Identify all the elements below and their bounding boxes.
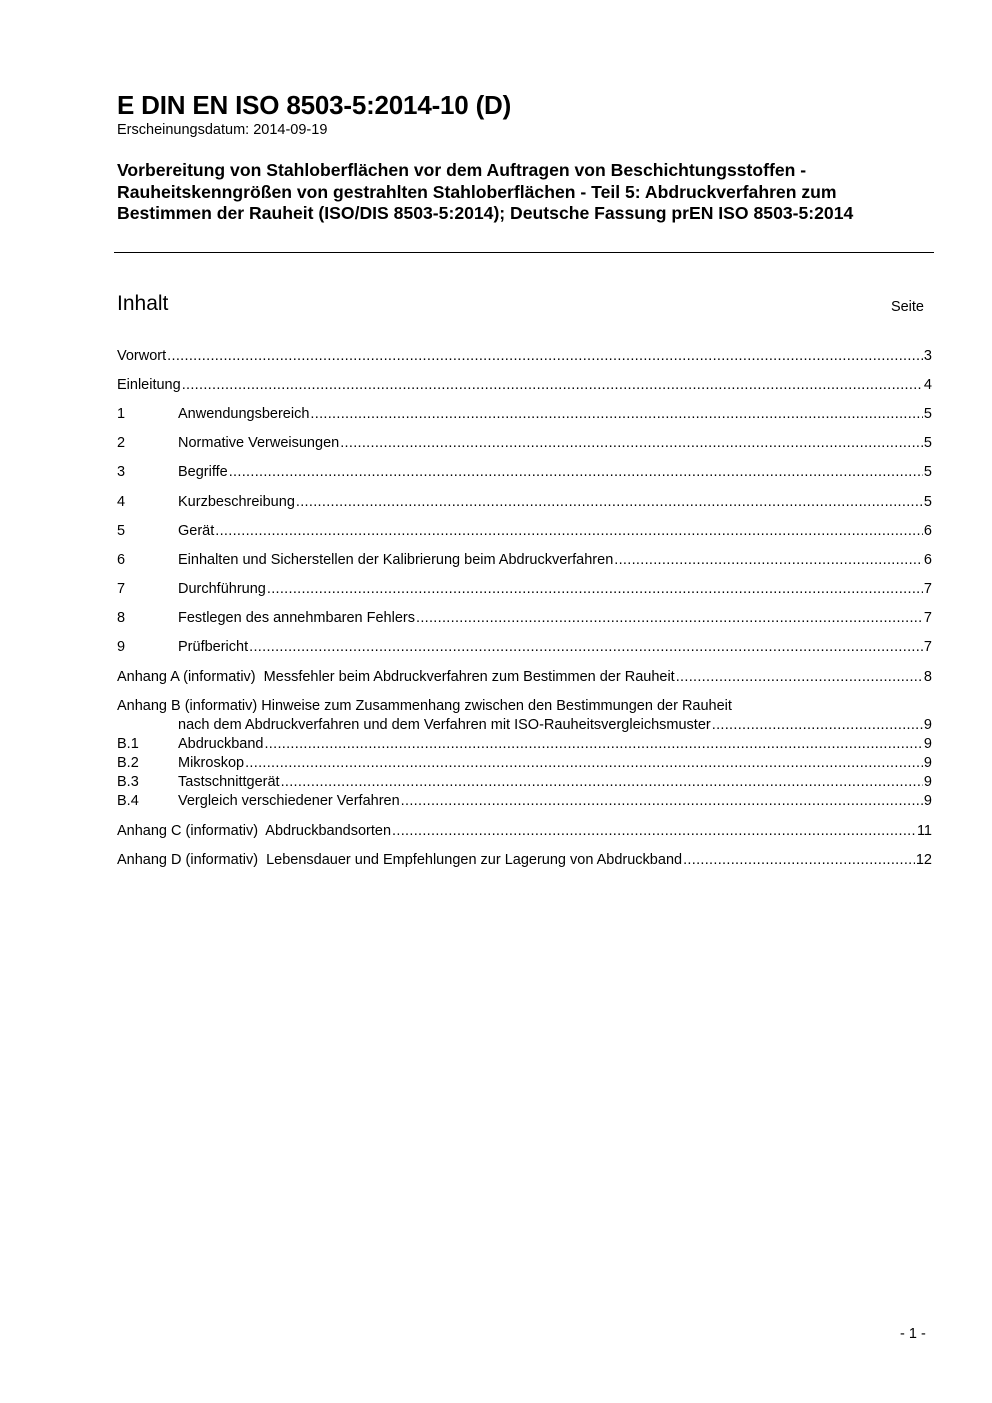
toc-entry-5[interactable]	[117, 522, 932, 541]
toc-entry-number: 3	[117, 464, 126, 480]
toc-entry-1[interactable]	[117, 405, 932, 424]
toc-entry-6[interactable]	[117, 551, 932, 570]
toc-leader	[267, 580, 923, 599]
toc-entry-text: Anhang A (informativ) Messfehler beim Abdruckverfahren zum Bestimmen der Rauheit	[117, 669, 675, 685]
toc-entry-page: 4	[923, 377, 932, 393]
toc-entry-number: 8	[117, 610, 126, 626]
toc-entry-text: nach dem Abdruckverfahren und dem Verfahren mit ISO-Rauheitsvergleichsmuster	[178, 717, 711, 733]
toc-entry-page: 6	[923, 552, 932, 568]
toc-entry-annex-a[interactable]	[117, 668, 932, 687]
toc-entry-vorwort[interactable]	[117, 347, 932, 366]
toc-leader	[245, 754, 923, 773]
toc-entry-b4[interactable]	[117, 792, 932, 811]
toc-entry-2[interactable]	[117, 434, 932, 453]
toc-entry-number: 2	[117, 435, 126, 451]
toc-entry-number: 7	[117, 581, 126, 597]
toc-entry-einleitung[interactable]	[117, 376, 932, 395]
toc-entry-page: 5	[923, 406, 932, 422]
toc-entry-page: 7	[923, 639, 932, 655]
toc-leader	[712, 716, 923, 735]
toc-entry-number: B.1	[117, 736, 139, 752]
toc-entry-text: Tastschnittgerät	[178, 774, 280, 790]
toc-entry-page: 9	[923, 755, 932, 771]
toc-entry-page: 12	[915, 852, 932, 868]
document-title: E DIN EN ISO 8503-5:2014-10 (D)	[117, 90, 512, 120]
toc-entry-text: Einhalten und Sicherstellen der Kalibrierung beim Abdruckverfahren	[178, 552, 614, 568]
toc-entry-number: 1	[117, 406, 126, 422]
toc-entry-text: Anhang C (informativ) Abdruckbandsorten	[117, 823, 392, 839]
toc-entry-page: 9	[923, 774, 932, 790]
toc-leader	[340, 434, 923, 453]
publication-date: Erscheinungsdatum: 2014-09-19	[117, 122, 328, 138]
toc-entry-text: Durchführung	[178, 581, 266, 597]
toc-entry-8[interactable]	[117, 609, 932, 628]
toc-leader	[249, 638, 923, 657]
toc-entry-page: 5	[923, 435, 932, 451]
toc-entry-text: Abdruckband	[178, 736, 264, 752]
toc-entry-page: 8	[923, 669, 932, 685]
toc-entry-number: 5	[117, 523, 126, 539]
toc-entry-3[interactable]	[117, 463, 932, 482]
toc-entry-b1[interactable]	[117, 735, 932, 754]
toc-entry-annex-b-line2[interactable]	[117, 716, 932, 735]
toc-heading: Inhalt	[117, 292, 169, 315]
toc-entry-page: 7	[923, 610, 932, 626]
toc-entry-text: Prüfbericht	[178, 639, 249, 655]
toc-entry-text: Vergleich verschiedener Verfahren	[178, 793, 400, 809]
toc-entry-text: Festlegen des annehmbaren Fehlers	[178, 610, 415, 626]
toc-entry-number: B.3	[117, 774, 139, 790]
document-subtitle: Vorbereitung von Stahloberflächen vor dem Auftragen von Beschichtungsstoffen - Rauheitskenngrößen von gestrahlten Stahloberflächen - Teil 5: Abdruckverfahren zum Bestimmen der Rauheit (ISO/DIS 8503-5:2014); Deutsche Fassung prEN ISO 8503-5:2014	[117, 160, 854, 224]
toc-leader	[614, 551, 923, 570]
toc-entry-annex-b-line1[interactable]: Anhang B (informativ) Hinweise zum Zusammenhang zwischen den Bestimmungen der Rauheit	[117, 698, 732, 714]
toc-entry-b2[interactable]	[117, 754, 932, 773]
toc-entry-text: Gerät	[178, 523, 215, 539]
toc-leader	[215, 522, 923, 541]
toc-entry-9[interactable]	[117, 638, 932, 657]
toc-leader	[281, 773, 923, 792]
toc-leader	[401, 792, 923, 811]
toc-entry-page: 6	[923, 523, 932, 539]
toc-leader	[416, 609, 923, 628]
toc-entry-number: 6	[117, 552, 126, 568]
toc-entry-number: 4	[117, 494, 126, 510]
toc-leader	[392, 822, 916, 841]
toc-leader	[167, 347, 923, 366]
toc-entry-4[interactable]	[117, 493, 932, 512]
toc-entry-page: 11	[916, 823, 932, 839]
toc-entry-text: Vorwort	[117, 348, 167, 364]
toc-entry-text: Einleitung	[117, 377, 181, 393]
toc-entry-text: Begriffe	[178, 464, 228, 480]
toc-entry-number: 9	[117, 639, 126, 655]
toc-entry-page: 7	[923, 581, 932, 597]
toc-entry-text: Anhang D (informativ) Lebensdauer und Empfehlungen zur Lagerung von Abdruckband	[117, 852, 683, 868]
toc-entry-b3[interactable]	[117, 773, 932, 792]
title-divider	[114, 252, 934, 253]
toc-leader	[310, 405, 923, 424]
toc-entry-number: B.2	[117, 755, 139, 771]
toc-entry-text: Kurzbeschreibung	[178, 494, 295, 510]
toc-entry-annex-d[interactable]	[117, 851, 932, 870]
toc-leader	[683, 851, 915, 870]
page-number: - 1 -	[900, 1326, 926, 1342]
toc-leader	[264, 735, 922, 754]
toc-entry-page: 5	[923, 464, 932, 480]
toc-entry-text: Normative Verweisungen	[178, 435, 340, 451]
toc-entry-number: B.4	[117, 793, 139, 809]
toc-leader	[676, 668, 923, 687]
toc-entry-page: 9	[923, 793, 932, 809]
toc-entry-page: 9	[923, 717, 932, 733]
toc-page-column-heading: Seite	[890, 299, 924, 315]
toc-leader	[296, 493, 923, 512]
toc-entry-page: 5	[923, 494, 932, 510]
toc-entry-text: Mikroskop	[178, 755, 245, 771]
toc-entry-annex-c[interactable]	[117, 822, 932, 841]
toc-entry-page: 9	[923, 736, 932, 752]
toc-leader	[182, 376, 923, 395]
toc-leader	[229, 463, 923, 482]
toc-entry-7[interactable]	[117, 580, 932, 599]
toc-entry-text: Anwendungsbereich	[178, 406, 310, 422]
toc-entry-page: 3	[923, 348, 932, 364]
